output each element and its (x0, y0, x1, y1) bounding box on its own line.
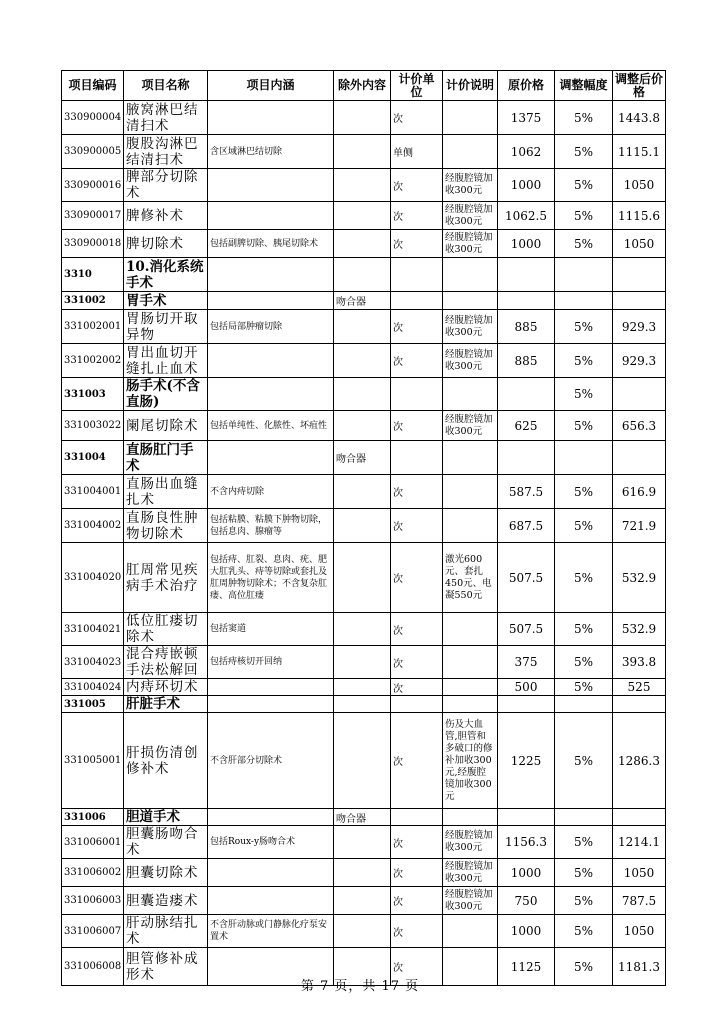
cell-code: 331006001 (62, 826, 124, 859)
cell-name: 胃肠切开取异物 (124, 310, 208, 344)
cell-rate: 5% (555, 887, 613, 915)
cell-new-price: 787.5 (613, 887, 666, 915)
cell-name: 肛周常见疾病手术治疗 (124, 543, 208, 613)
cell-excluded: 吻合器 (334, 441, 391, 475)
table-row (62, 258, 666, 292)
cell-excluded (334, 101, 391, 135)
cell-orig-price: 507.5 (498, 613, 555, 646)
cell-orig-price (498, 696, 555, 713)
cell-content (208, 441, 334, 475)
cell-note (443, 509, 498, 543)
table-row (62, 887, 666, 915)
cell-note: 伤及大血管,胆管和多破口的修补加收300元,经腹腔镜加收300元 (443, 713, 498, 809)
cell-new-price (613, 258, 666, 292)
cell-unit: 次 (391, 230, 443, 258)
table-row (62, 809, 666, 826)
cell-name: 脾部分切除术 (124, 169, 208, 202)
cell-excluded (334, 859, 391, 887)
table-row (62, 202, 666, 230)
cell-name: 腹股沟淋巴结清扫术 (124, 135, 208, 169)
cell-content: 包括副脾切除、胰尾切除术 (208, 230, 334, 258)
table-row (62, 169, 666, 202)
cell-rate: 5% (555, 475, 613, 509)
cell-orig-price: 687.5 (498, 509, 555, 543)
cell-content: 不含肝部分切除术 (208, 713, 334, 809)
cell-excluded (334, 258, 391, 292)
cell-content (208, 887, 334, 915)
table-row (62, 826, 666, 859)
cell-excluded (334, 135, 391, 169)
table-row (62, 411, 666, 441)
cell-code: 3310 (62, 258, 124, 292)
cell-unit: 次 (391, 509, 443, 543)
cell-orig-price: 1000 (498, 915, 555, 948)
cell-code: 331004020 (62, 543, 124, 613)
cell-code: 331006007 (62, 915, 124, 948)
cell-note (443, 915, 498, 948)
cell-orig-price: 1000 (498, 169, 555, 202)
cell-rate: 5% (555, 230, 613, 258)
header-row (62, 71, 666, 101)
cell-name: 胃手术 (124, 292, 208, 310)
cell-excluded (334, 509, 391, 543)
cell-content (208, 679, 334, 696)
cell-orig-price: 500 (498, 679, 555, 696)
cell-name: 腋窝淋巴结清扫术 (124, 101, 208, 135)
table-row (62, 915, 666, 948)
cell-new-price: 1214.1 (613, 826, 666, 859)
cell-excluded (334, 887, 391, 915)
cell-excluded (334, 696, 391, 713)
cell-rate: 5% (555, 135, 613, 169)
cell-name: 肝损伤清创修补术 (124, 713, 208, 809)
cell-rate: 5% (555, 202, 613, 230)
cell-name: 肠手术(不含直肠) (124, 378, 208, 411)
cell-excluded (334, 915, 391, 948)
cell-new-price: 532.9 (613, 613, 666, 646)
cell-name: 阑尾切除术 (124, 411, 208, 441)
cell-excluded: 吻合器 (334, 809, 391, 826)
cell-new-price: 656.3 (613, 411, 666, 441)
cell-rate: 5% (555, 378, 613, 411)
cell-unit: 单侧 (391, 135, 443, 169)
cell-new-price: 721.9 (613, 509, 666, 543)
cell-excluded (334, 613, 391, 646)
cell-code: 331002002 (62, 344, 124, 378)
cell-new-price: 1050 (613, 859, 666, 887)
cell-code: 331004 (62, 441, 124, 475)
cell-excluded (334, 543, 391, 613)
cell-excluded (334, 230, 391, 258)
cell-new-price (613, 696, 666, 713)
cell-content (208, 101, 334, 135)
cell-excluded: 吻合器 (334, 292, 391, 310)
table-row (62, 613, 666, 646)
cell-code: 330900005 (62, 135, 124, 169)
cell-code: 331003022 (62, 411, 124, 441)
cell-rate (555, 258, 613, 292)
cell-rate: 5% (555, 310, 613, 344)
cell-unit: 次 (391, 646, 443, 679)
cell-orig-price (498, 258, 555, 292)
cell-orig-price: 885 (498, 310, 555, 344)
cell-code: 331006003 (62, 887, 124, 915)
table-row (62, 378, 666, 411)
cell-content (208, 202, 334, 230)
cell-orig-price: 1125 (498, 948, 555, 986)
cell-unit: 次 (391, 915, 443, 948)
cell-code: 331004024 (62, 679, 124, 696)
cell-unit: 次 (391, 344, 443, 378)
cell-unit: 次 (391, 475, 443, 509)
table-row (62, 543, 666, 613)
cell-orig-price: 750 (498, 887, 555, 915)
cell-code: 331004001 (62, 475, 124, 509)
cell-unit (391, 258, 443, 292)
cell-note (443, 378, 498, 411)
cell-unit: 次 (391, 948, 443, 986)
cell-name: 内痔环切术 (124, 679, 208, 696)
cell-excluded (334, 826, 391, 859)
header-code: 项目编码 (62, 71, 124, 101)
cell-orig-price: 1062.5 (498, 202, 555, 230)
cell-new-price: 929.3 (613, 344, 666, 378)
cell-name: 脾修补术 (124, 202, 208, 230)
cell-rate: 5% (555, 826, 613, 859)
cell-new-price: 1181.3 (613, 948, 666, 986)
cell-orig-price: 625 (498, 411, 555, 441)
cell-rate: 5% (555, 679, 613, 696)
cell-name: 直肠出血缝扎术 (124, 475, 208, 509)
header-new-price: 调整后价格 (613, 71, 666, 101)
cell-new-price: 616.9 (613, 475, 666, 509)
cell-excluded (334, 475, 391, 509)
cell-excluded (334, 378, 391, 411)
cell-unit: 次 (391, 310, 443, 344)
table-row (62, 509, 666, 543)
table-row (62, 859, 666, 887)
cell-rate: 5% (555, 169, 613, 202)
cell-excluded (334, 411, 391, 441)
cell-orig-price: 1225 (498, 713, 555, 809)
cell-name: 胆囊造瘘术 (124, 887, 208, 915)
cell-new-price: 393.8 (613, 646, 666, 679)
cell-code: 331004023 (62, 646, 124, 679)
cell-new-price: 929.3 (613, 310, 666, 344)
cell-unit (391, 292, 443, 310)
cell-unit: 次 (391, 713, 443, 809)
cell-name: 胆囊切除术 (124, 859, 208, 887)
cell-note: 经腹腔镜加收300元 (443, 230, 498, 258)
header-name: 项目名称 (124, 71, 208, 101)
cell-orig-price: 885 (498, 344, 555, 378)
cell-orig-price: 1062 (498, 135, 555, 169)
cell-name: 胆囊肠吻合术 (124, 826, 208, 859)
cell-rate: 5% (555, 411, 613, 441)
table-row (62, 475, 666, 509)
cell-note (443, 441, 498, 475)
cell-rate: 5% (555, 101, 613, 135)
cell-code: 330900016 (62, 169, 124, 202)
cell-rate: 5% (555, 543, 613, 613)
header-rate: 调整幅度 (555, 71, 613, 101)
cell-note: 经腹腔镜加收300元 (443, 169, 498, 202)
cell-content (208, 378, 334, 411)
cell-new-price: 1115.6 (613, 202, 666, 230)
cell-unit: 次 (391, 613, 443, 646)
cell-excluded (334, 344, 391, 378)
cell-note (443, 646, 498, 679)
cell-name: 脾切除术 (124, 230, 208, 258)
cell-content: 包括痔、肛裂、息肉、疣、肥大肛乳头、痔等切除或套扎及肛周肿物切除术；不含复杂肛瘘、高位肛瘘 (208, 543, 334, 613)
header-excluded: 除外内容 (334, 71, 391, 101)
cell-name: 胆管修补成形术 (124, 948, 208, 986)
cell-new-price: 1115.1 (613, 135, 666, 169)
cell-content (208, 344, 334, 378)
cell-note (443, 101, 498, 135)
cell-unit: 次 (391, 202, 443, 230)
cell-rate: 5% (555, 344, 613, 378)
cell-unit (391, 378, 443, 411)
cell-name: 直肠肛门手术 (124, 441, 208, 475)
table-row (62, 230, 666, 258)
cell-orig-price: 1375 (498, 101, 555, 135)
cell-rate (555, 441, 613, 475)
cell-rate: 5% (555, 948, 613, 986)
cell-new-price: 1443.8 (613, 101, 666, 135)
cell-code: 331002001 (62, 310, 124, 344)
cell-new-price: 1286.3 (613, 713, 666, 809)
cell-name: 10.消化系统手术 (124, 258, 208, 292)
cell-content: 包括局部肿瘤切除 (208, 310, 334, 344)
cell-new-price (613, 378, 666, 411)
cell-name: 肝脏手术 (124, 696, 208, 713)
cell-name: 胃出血切开缝扎止血术 (124, 344, 208, 378)
cell-content (208, 169, 334, 202)
cell-rate: 5% (555, 613, 613, 646)
cell-unit: 次 (391, 887, 443, 915)
cell-code: 331004002 (62, 509, 124, 543)
cell-content (208, 859, 334, 887)
cell-code: 331002 (62, 292, 124, 310)
cell-content: 不含内痔切除 (208, 475, 334, 509)
table-row (62, 135, 666, 169)
cell-name: 低位肛瘘切除术 (124, 613, 208, 646)
cell-note (443, 679, 498, 696)
cell-unit (391, 441, 443, 475)
cell-rate: 5% (555, 713, 613, 809)
cell-rate: 5% (555, 915, 613, 948)
cell-orig-price (498, 378, 555, 411)
cell-excluded (334, 679, 391, 696)
table-row (62, 344, 666, 378)
header-orig-price: 原价格 (498, 71, 555, 101)
cell-content: 含区域淋巴结切除 (208, 135, 334, 169)
table-body (62, 101, 666, 986)
cell-note (443, 475, 498, 509)
cell-code: 331003 (62, 378, 124, 411)
cell-orig-price: 1156.3 (498, 826, 555, 859)
cell-orig-price: 587.5 (498, 475, 555, 509)
cell-name: 肝动脉结扎术 (124, 915, 208, 948)
cell-code: 331005 (62, 696, 124, 713)
cell-new-price: 1050 (613, 230, 666, 258)
cell-note (443, 696, 498, 713)
table-row (62, 646, 666, 679)
cell-code: 331006 (62, 809, 124, 826)
cell-unit (391, 809, 443, 826)
cell-content: 包括单纯性、化脓性、坏疽性 (208, 411, 334, 441)
cell-new-price: 1050 (613, 915, 666, 948)
cell-unit: 次 (391, 679, 443, 696)
cell-orig-price: 507.5 (498, 543, 555, 613)
cell-unit: 次 (391, 411, 443, 441)
table-row (62, 696, 666, 713)
cell-note: 激光600元、套扎450元、电凝550元 (443, 543, 498, 613)
cell-rate: 5% (555, 646, 613, 679)
cell-note: 经腹腔镜加收300元 (443, 310, 498, 344)
cell-code: 331004021 (62, 613, 124, 646)
table-row (62, 101, 666, 135)
price-table (61, 70, 666, 986)
cell-unit: 次 (391, 826, 443, 859)
cell-content (208, 292, 334, 310)
cell-content: 包括痔核切开回纳 (208, 646, 334, 679)
cell-content: 包括Roux-y肠吻合术 (208, 826, 334, 859)
cell-content: 包括窦道 (208, 613, 334, 646)
cell-orig-price: 1000 (498, 230, 555, 258)
cell-content: 包括粘膜、粘膜下肿物切除，包括息肉、腺瘤等 (208, 509, 334, 543)
cell-new-price (613, 292, 666, 310)
cell-rate: 5% (555, 509, 613, 543)
cell-code: 331005001 (62, 713, 124, 809)
cell-name: 混合痔嵌顿手法松解回 (124, 646, 208, 679)
page-footer: 第 7 页，共 17 页 (300, 979, 420, 994)
header-note: 计价说明 (443, 71, 498, 101)
cell-unit (391, 696, 443, 713)
cell-rate (555, 809, 613, 826)
cell-orig-price: 375 (498, 646, 555, 679)
cell-unit: 次 (391, 169, 443, 202)
cell-rate (555, 292, 613, 310)
cell-orig-price (498, 292, 555, 310)
cell-name: 胆道手术 (124, 809, 208, 826)
cell-orig-price (498, 441, 555, 475)
cell-note (443, 135, 498, 169)
cell-rate: 5% (555, 859, 613, 887)
cell-note (443, 292, 498, 310)
header-content: 项目内涵 (208, 71, 334, 101)
cell-note: 经腹腔镜加收300元 (443, 202, 498, 230)
table-row (62, 679, 666, 696)
cell-excluded (334, 646, 391, 679)
cell-note: 经腹腔镜加收300元 (443, 411, 498, 441)
cell-excluded (334, 713, 391, 809)
cell-content: 不含肝动脉或门静脉化疗泵安置术 (208, 915, 334, 948)
cell-new-price (613, 809, 666, 826)
cell-unit: 次 (391, 101, 443, 135)
cell-code: 330900017 (62, 202, 124, 230)
cell-content (208, 696, 334, 713)
cell-content (208, 809, 334, 826)
cell-content (208, 258, 334, 292)
cell-excluded (334, 169, 391, 202)
table-row (62, 292, 666, 310)
cell-code: 330900004 (62, 101, 124, 135)
table-row (62, 441, 666, 475)
cell-note (443, 258, 498, 292)
cell-note: 经腹腔镜加收300元 (443, 826, 498, 859)
cell-note: 经腹腔镜加收300元 (443, 344, 498, 378)
table-row (62, 713, 666, 809)
cell-orig-price (498, 809, 555, 826)
cell-orig-price: 1000 (498, 859, 555, 887)
cell-new-price: 1050 (613, 169, 666, 202)
cell-code: 331006008 (62, 948, 124, 986)
cell-note: 经腹腔镜加收300元 (443, 887, 498, 915)
header-unit: 计价单位 (391, 71, 443, 101)
cell-code: 331006002 (62, 859, 124, 887)
cell-note (443, 809, 498, 826)
cell-excluded (334, 310, 391, 344)
cell-new-price: 525 (613, 679, 666, 696)
cell-new-price (613, 441, 666, 475)
cell-code: 330900018 (62, 230, 124, 258)
cell-new-price: 532.9 (613, 543, 666, 613)
cell-note (443, 613, 498, 646)
cell-excluded (334, 202, 391, 230)
cell-rate (555, 696, 613, 713)
cell-unit: 次 (391, 859, 443, 887)
cell-unit: 次 (391, 543, 443, 613)
cell-name: 直肠良性肿物切除术 (124, 509, 208, 543)
cell-note: 经腹腔镜加收300元 (443, 859, 498, 887)
table-row (62, 310, 666, 344)
